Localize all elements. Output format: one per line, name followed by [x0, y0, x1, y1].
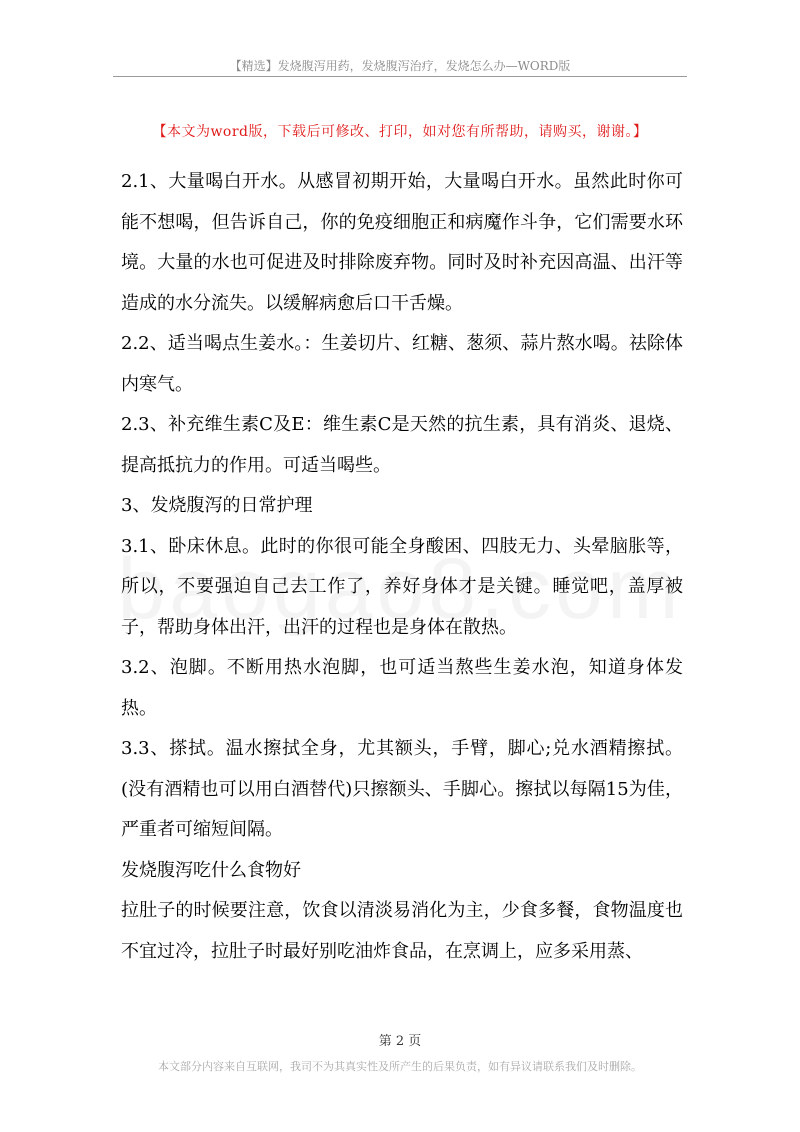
- paragraph-2-3: 2.3、补充维生素C及E：维生素C是天然的抗生素，具有消炎、退烧、提高抵抗力的作用。可适当喝些。: [121, 414, 683, 476]
- section-heading-food: 发烧腹泻吃什么食物好: [121, 859, 301, 881]
- document-body: [121, 162, 683, 972]
- page-number: 第 2 页: [378, 1034, 422, 1049]
- paragraph-3-3: 3.3、搽拭。温水擦拭全身，尤其额头，手臂，脚心;兑水酒精擦拭。(没有酒精也可以用白酒替代)只擦额头、手脚心。擦拭以每隔15为佳，严重者可缩短间隔。: [121, 738, 683, 840]
- page-header: 【精选】发烧腹泻用药，发烧腹泻治疗，发烧怎么办—WORD版: [229, 59, 571, 73]
- header-divider: [113, 76, 687, 77]
- paragraph-food: 拉肚子的时候要注意，饮食以清淡易消化为主，少食多餐，食物温度也不宜过冷，拉肚子时最好别吃油炸食品，在烹调上，应多采用蒸、: [121, 900, 683, 962]
- section-heading-3: 3、发烧腹泻的日常护理: [121, 495, 313, 516]
- download-notice: 【本文为word版，下载后可修改、打印，如对您有所帮助，请购买，谢谢。】: [152, 124, 648, 140]
- paragraph-2-2: 2.2、适当喝点生姜水。：生姜切片、红糖、葱须、蒜片熬水喝。祛除体内寒气。: [121, 333, 683, 395]
- paragraph-3-1: 3.1、卧床休息。此时的你很可能全身酸困、四肢无力、头晕脑胀等，所以，不要强迫自己去工作了，养好身体才是关键。睡觉吧，盖厚被子，帮助身体出汗，出汗的过程也是身体在散热。: [121, 535, 683, 638]
- page-footer-disclaimer: 本文部分内容来自互联网，我司不为其真实性及所产生的后果负责，如有异议请联系我们及时删除。: [158, 1060, 642, 1073]
- paragraph-2-1: 2.1、大量喝白开水。从感冒初期开始，大量喝白开水。虽然此时你可能不想喝，但告诉自己，你的免疫细胞正和病魔作斗争，它们需要水环境。大量的水也可促进及时排除废弃物。同时及时补充因高温、出汗等造成的水分流失。以缓解病愈后口干舌燥。: [121, 171, 683, 314]
- paragraph-3-2: 3.2、泡脚。不断用热水泡脚，也可适当熬些生姜水泡，知道身体发热。: [121, 657, 683, 719]
